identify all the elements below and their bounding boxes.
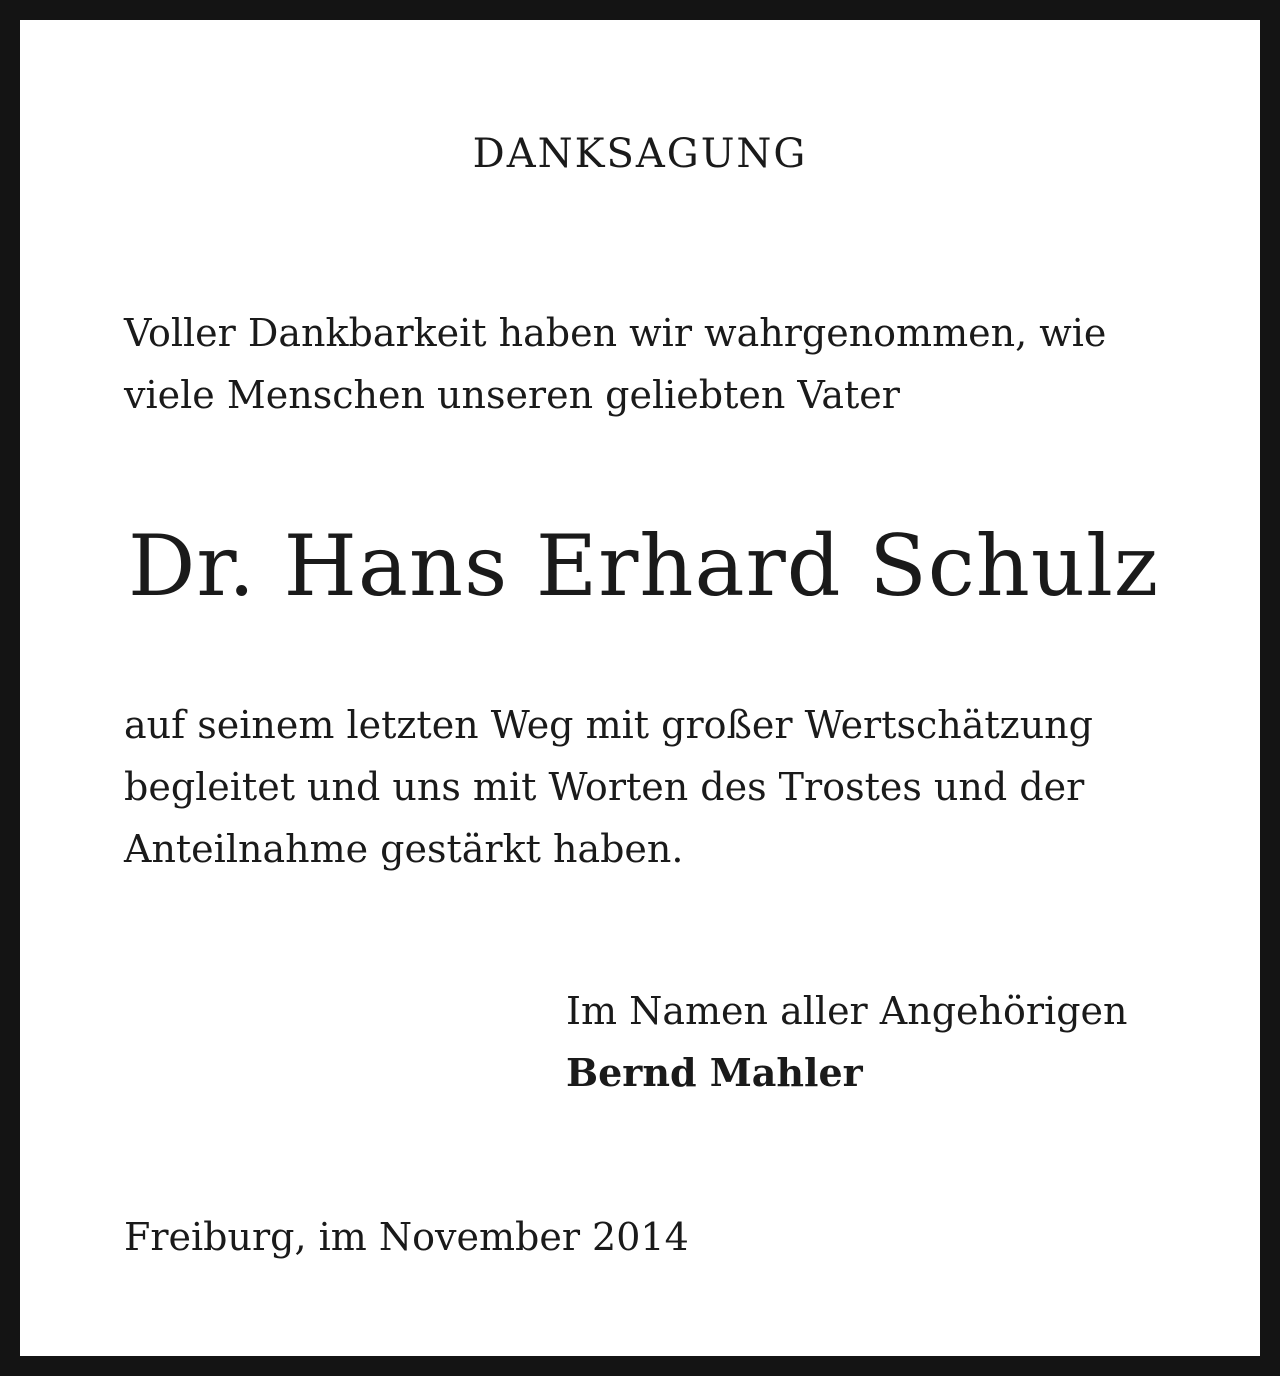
signer-name: Bernd Mahler	[566, 1050, 863, 1095]
notice-heading: DANKSAGUNG	[472, 131, 808, 177]
signature-block	[566, 980, 1127, 1104]
intro-line: Voller Dankbarkeit haben wir wahrgenommen, wie	[124, 311, 1107, 355]
intro-paragraph	[124, 302, 1158, 426]
place-date: Freiburg, im November 2014	[124, 1215, 689, 1259]
body-line: begleitet und uns mit Worten des Trostes und der	[124, 765, 1085, 809]
on-behalf-text: Im Namen aller Angehörigen	[566, 989, 1128, 1033]
body-line: Anteilnahme gestärkt haben.	[124, 827, 684, 871]
deceased-name: Dr. Hans Erhard Schulz	[128, 517, 1160, 615]
body-line: auf seinem letzten Weg mit großer Wertschätzung	[124, 703, 1093, 747]
thank-you-notice	[20, 20, 1260, 1356]
body-paragraph	[124, 694, 1158, 880]
intro-line: viele Menschen unseren geliebten Vater	[124, 373, 900, 417]
